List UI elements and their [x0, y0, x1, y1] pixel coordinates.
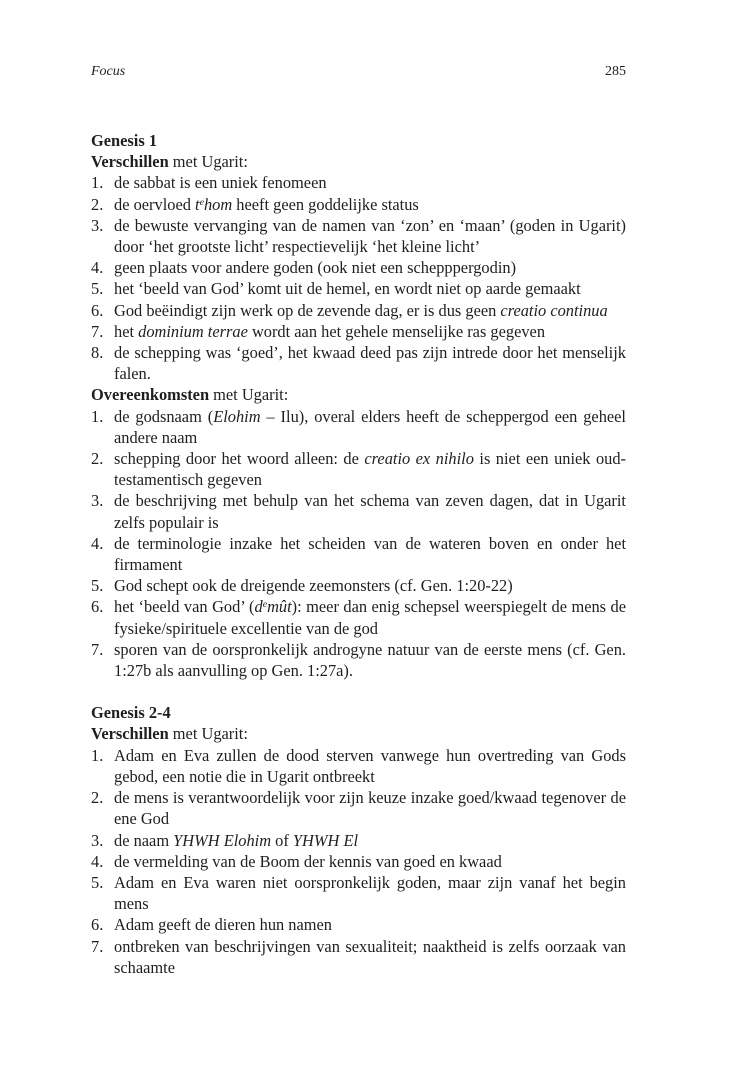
list-item-number: 3.	[91, 830, 104, 850]
page-body	[91, 130, 626, 978]
list-item	[91, 936, 626, 978]
list-item-number: 6.	[91, 915, 104, 935]
list-item	[91, 533, 626, 575]
group-label-bold: Overeenkomsten	[91, 385, 210, 405]
list-item-text: schepping door het woord alleen: de creatio ex nihilo is niet een uniek oudtestamentisch gegeven	[114, 449, 627, 490]
list-item-number: 3.	[91, 491, 104, 511]
list-item-text: Adam en Eva waren niet oorspronkelijk goden, maar zijn vanaf het begin mens	[114, 872, 626, 914]
list-item-text: ontbreken van beschrijvingen van sexualiteit; naaktheid is zelfs oorzaak van schaamte	[114, 936, 626, 977]
page-number: 285	[605, 64, 626, 79]
list-item-text: Adam geeft de dieren hun namen	[114, 915, 333, 935]
list-item	[91, 257, 626, 278]
section-heading: Genesis 1	[91, 131, 158, 150]
list-item	[91, 639, 626, 681]
list-item-text: de beschrijving met behulp van het schema van zeven dagen, dat in Ugarit zelfs populair is	[114, 491, 626, 532]
list-item-number: 1.	[91, 173, 104, 193]
list-item-text: de godsnaam (Elohim – Ilu), overal elders heeft de scheppergod een geheel andere naam	[114, 406, 626, 447]
list-item	[91, 406, 626, 448]
list-item-number: 7.	[91, 936, 104, 956]
group-label	[91, 151, 626, 172]
list-item-text: het ‘beeld van God’ $(d^emût)$: meer dan enig schepsel weerspiegelt de mens de fysieke/spirituele excellentie van de god	[114, 597, 627, 638]
group-label	[91, 384, 626, 405]
list-item-number: 2.	[91, 194, 104, 214]
list-item-text: sporen van de oorspronkelijk androgyne natuur van de eerste mens (cf. Gen. 1:27b als aanvulling op Gen. 1:27a).	[114, 639, 626, 681]
group-label-rest: met Ugarit:	[168, 152, 248, 172]
list-item-text: het dominium terrae wordt aan het gehele menselijke ras gegeven	[114, 321, 546, 341]
group-label-rest: met Ugarit:	[209, 385, 289, 405]
list-item	[91, 448, 626, 490]
group-label	[91, 723, 626, 744]
section-spacer	[91, 681, 626, 702]
numbered-list	[91, 172, 626, 384]
list-item	[91, 914, 626, 935]
list-item-number: 7.	[91, 639, 104, 659]
list-item	[91, 300, 626, 321]
list-item-number: 4.	[91, 851, 104, 871]
numbered-list	[91, 406, 626, 682]
numbered-list	[91, 745, 626, 978]
list-item-text: God beëindigt zijn werk op de zevende dag, er is dus geen creatio continua	[114, 300, 608, 320]
list-item	[91, 215, 626, 257]
list-item-number: 4.	[91, 533, 104, 553]
list-item-text: de bewuste vervanging van de namen van ‘zon’ en ‘maan’ (goden in Ugarit) door ‘het grootste licht’ respectievelijk ‘het kleine licht’	[114, 215, 626, 257]
list-item-number: 5.	[91, 279, 104, 299]
list-item-text: de vermelding van de Boom der kennis van goed en kwaad	[114, 851, 502, 871]
list-item	[91, 342, 626, 384]
list-item	[91, 745, 626, 787]
list-item	[91, 830, 626, 851]
list-item	[91, 872, 626, 914]
list-item-text: de naam YHWH Elohim of YHWH El	[114, 830, 359, 850]
list-item-text: het ‘beeld van God’ komt uit de hemel, en wordt niet op aarde gemaakt	[114, 279, 581, 299]
list-item	[91, 321, 626, 342]
list-item-text: geen plaats voor andere goden (ook niet een schepppergodin)	[114, 258, 517, 278]
list-item-text: de schepping was ‘goed’, het kwaad deed pas zijn intrede door het menselijk falen.	[114, 343, 626, 384]
list-item-number: 2.	[91, 788, 104, 808]
group-label-rest: met Ugarit:	[168, 724, 248, 744]
list-item	[91, 172, 626, 193]
list-item-number: 3.	[91, 215, 104, 235]
section-heading: Genesis 2-4	[91, 703, 171, 723]
list-item-number: 2.	[91, 449, 104, 469]
list-item-number: 8.	[91, 343, 104, 363]
list-item-number: 5.	[91, 576, 104, 596]
list-item	[91, 490, 626, 532]
list-item	[91, 575, 626, 596]
list-item	[91, 851, 626, 872]
list-item-number: 1.	[91, 406, 104, 426]
list-item-text: de mens is verantwoordelijk voor zijn keuze inzake goed/kwaad tegenover de ene God	[114, 788, 626, 829]
list-item-text: Adam en Eva zullen de dood sterven vanwege hun overtreding van Gods gebod, een notie die in Ugarit ontbreekt	[114, 745, 626, 786]
list-item-text: de terminologie inzake het scheiden van de wateren boven en onder het firmament	[114, 533, 626, 575]
list-item-number: 6.	[91, 597, 104, 617]
list-item-number: 5.	[91, 872, 104, 892]
list-item-number: 1.	[91, 745, 104, 765]
list-item-text: God schept ook de dreigende zeemonsters (cf. Gen. 1:20-22)	[114, 576, 513, 596]
list-item	[91, 787, 626, 829]
list-item-text: de oervloed $t^ehom$ heeft geen goddelijke status	[114, 194, 419, 214]
list-item	[91, 278, 626, 299]
list-item-text: de sabbat is een uniek fenomeen	[114, 173, 327, 193]
group-label-bold: Verschillen	[91, 724, 169, 744]
list-item-number: 7.	[91, 321, 104, 341]
list-item-number: 6.	[91, 300, 104, 320]
group-label-bold: Verschillen	[91, 152, 169, 172]
list-item	[91, 596, 626, 638]
running-head-title: Focus	[91, 64, 126, 79]
list-item	[91, 194, 626, 215]
list-item-number: 4.	[91, 258, 104, 278]
